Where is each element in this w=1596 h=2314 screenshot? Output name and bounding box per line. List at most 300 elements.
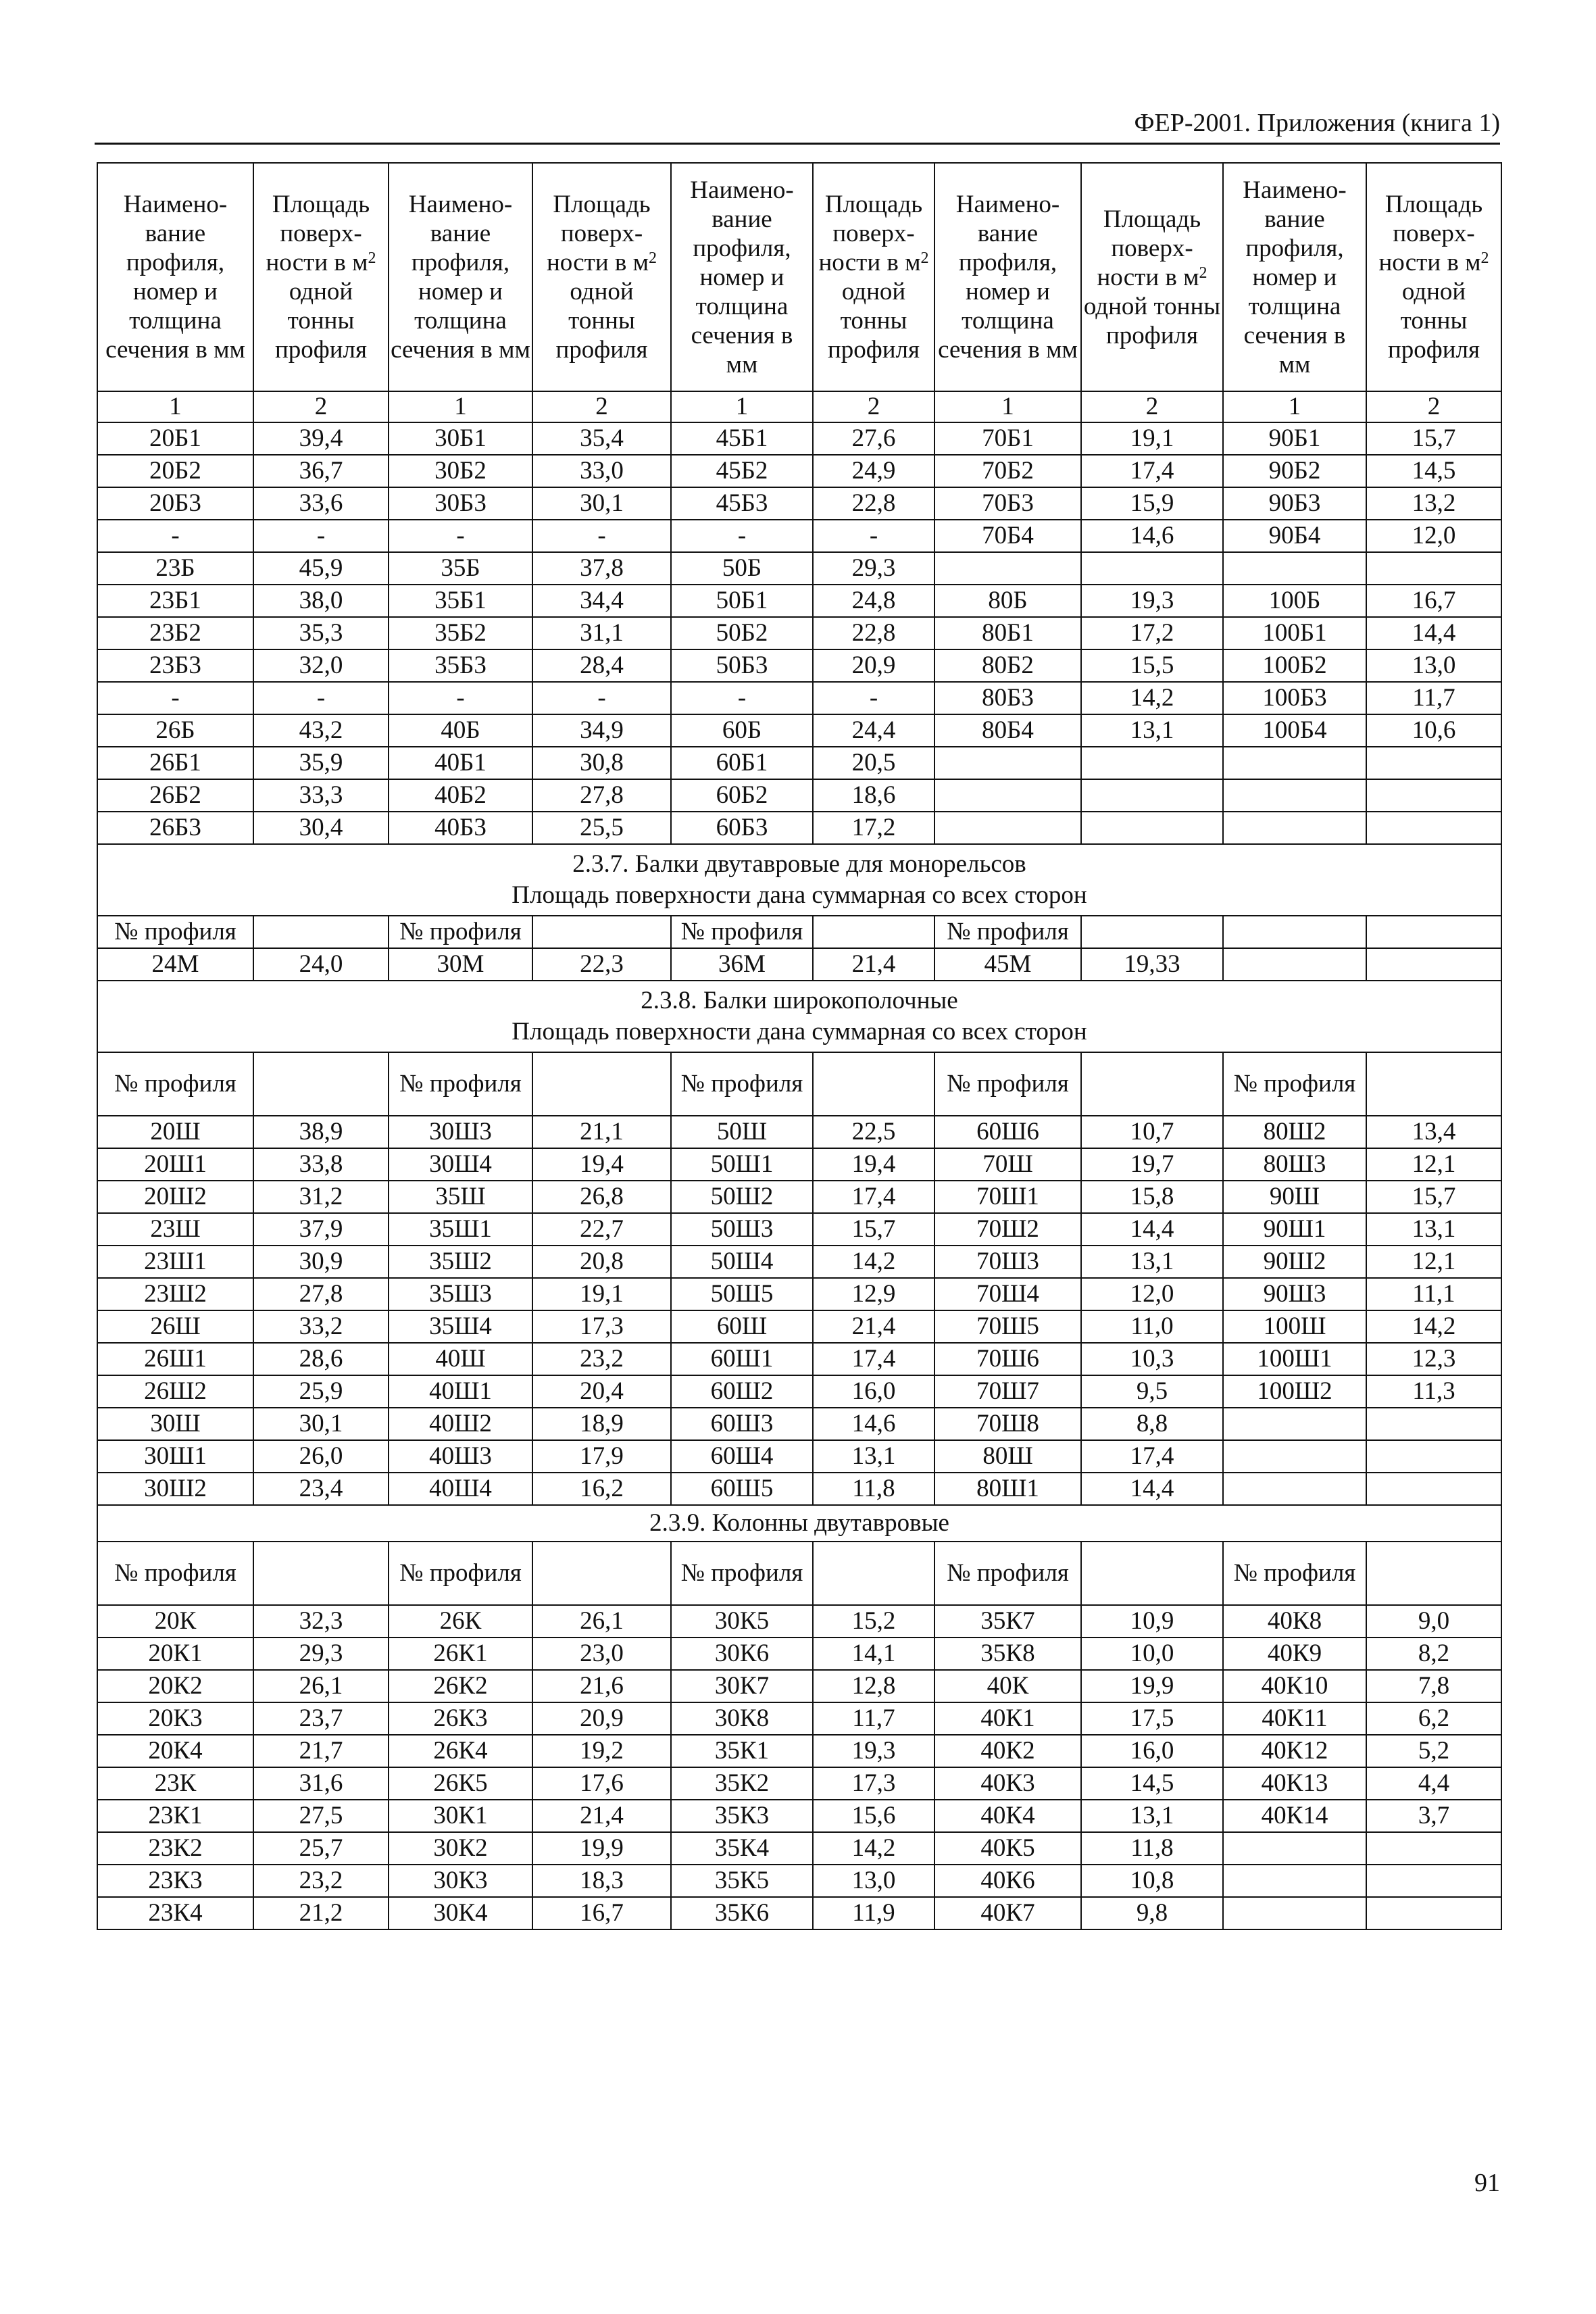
table-row	[97, 1440, 1501, 1473]
table-cell: 22,8	[813, 487, 934, 520]
profile-label: № профиля	[97, 1542, 253, 1605]
section-heading: 2.3.7. Балки двутавровые для монорельсов	[572, 850, 1026, 878]
table-row	[97, 1832, 1501, 1865]
table-cell: 37,9	[253, 1213, 389, 1246]
table-cell: 70Б1	[934, 422, 1081, 455]
table-cell: 35,3	[253, 617, 389, 649]
table-cell: 20К2	[97, 1670, 253, 1702]
table-cell: 12,3	[1366, 1343, 1501, 1375]
table-cell: 39,4	[253, 422, 389, 455]
table-cell: 100Ш1	[1223, 1343, 1366, 1375]
table-cell: 23К	[97, 1767, 253, 1800]
table-row	[97, 1310, 1501, 1343]
table-cell	[1223, 1865, 1366, 1897]
table-cell	[1081, 779, 1223, 812]
table-cell: 26Б3	[97, 812, 253, 844]
table-cell: 20,4	[532, 1375, 671, 1408]
table-cell: 70Ш8	[934, 1408, 1081, 1440]
table-row	[97, 779, 1501, 812]
table-cell: 14,2	[813, 1832, 934, 1865]
table-cell: 37,8	[532, 552, 671, 585]
table-row	[97, 948, 1501, 981]
table-cell: 18,6	[813, 779, 934, 812]
table-cell: 35К8	[934, 1638, 1081, 1670]
table-cell: 8,2	[1366, 1638, 1501, 1670]
table-cell: -	[813, 682, 934, 714]
table-cell: 10,0	[1081, 1638, 1223, 1670]
table-cell: 14,5	[1366, 455, 1501, 487]
table-cell: 40К1	[934, 1702, 1081, 1735]
table-cell: 26К2	[389, 1670, 532, 1702]
table-cell: 35К3	[671, 1800, 813, 1832]
table-row	[97, 1702, 1501, 1735]
table-cell: 80Б3	[934, 682, 1081, 714]
table-cell: 20К	[97, 1605, 253, 1638]
table-cell: 19,3	[1081, 585, 1223, 617]
column-header: Наимено-вание профиля, номер и толщина сечения в мм	[934, 163, 1081, 391]
table-cell: 33,0	[532, 455, 671, 487]
table-cell: 45Б1	[671, 422, 813, 455]
superscript: 2	[920, 249, 929, 267]
table-cell: 20Ш1	[97, 1148, 253, 1181]
profile-label	[253, 916, 389, 948]
profile-label: № профиля	[934, 916, 1081, 948]
table-cell: 16,0	[1081, 1735, 1223, 1767]
table-cell: 35,4	[532, 422, 671, 455]
table-cell: 30К1	[389, 1800, 532, 1832]
table-cell: 30Ш1	[97, 1440, 253, 1473]
table-cell: 26Ш2	[97, 1375, 253, 1408]
table-cell: 33,3	[253, 779, 389, 812]
table-cell: 27,8	[532, 779, 671, 812]
profile-label: № профиля	[1223, 1052, 1366, 1116]
profile-label	[532, 1542, 671, 1605]
table-cell: 7,8	[1366, 1670, 1501, 1702]
table-cell: 22,5	[813, 1116, 934, 1148]
section-title	[97, 1505, 1501, 1542]
table-cell: 31,2	[253, 1181, 389, 1213]
profile-label: № профиля	[1223, 1542, 1366, 1605]
table-cell: 70Б2	[934, 455, 1081, 487]
table-cell: 40К4	[934, 1800, 1081, 1832]
column-number: 1	[389, 391, 532, 422]
table-cell: 40К8	[1223, 1605, 1366, 1638]
table-cell: 30,8	[532, 747, 671, 779]
table-row	[97, 520, 1501, 552]
table-cell: 70Ш7	[934, 1375, 1081, 1408]
table-cell: 12,1	[1366, 1148, 1501, 1181]
table-cell: 17,4	[1081, 1440, 1223, 1473]
table-cell: 18,9	[532, 1408, 671, 1440]
table-cell: 19,1	[1081, 422, 1223, 455]
table-cell: 24М	[97, 948, 253, 981]
table-cell: 40К9	[1223, 1638, 1366, 1670]
column-number: 2	[253, 391, 389, 422]
table-cell: 23К1	[97, 1800, 253, 1832]
table-cell: 32,3	[253, 1605, 389, 1638]
column-number: 1	[671, 391, 813, 422]
table-cell: 10,6	[1366, 714, 1501, 747]
table-cell: 90Б3	[1223, 487, 1366, 520]
table-body	[97, 163, 1501, 1929]
table-cell: 22,8	[813, 617, 934, 649]
table-row	[97, 1116, 1501, 1148]
table-cell: 60Б1	[671, 747, 813, 779]
table-cell: 14,2	[813, 1246, 934, 1278]
table-cell: 16,7	[532, 1897, 671, 1929]
column-header: Площадь поверх-ности в $м^2$ одной тонны профиля	[813, 163, 934, 391]
table-cell: 60Ш1	[671, 1343, 813, 1375]
table-cell: 40К5	[934, 1832, 1081, 1865]
table-cell	[1223, 1408, 1366, 1440]
table-cell: 26Б1	[97, 747, 253, 779]
table-cell: 18,3	[532, 1865, 671, 1897]
table-cell: 30,1	[532, 487, 671, 520]
table-cell: 26,1	[532, 1605, 671, 1638]
table-cell	[1223, 1897, 1366, 1929]
table-row	[97, 1181, 1501, 1213]
table-cell: 50Ш4	[671, 1246, 813, 1278]
table-cell: 31,1	[532, 617, 671, 649]
table-cell: 40К6	[934, 1865, 1081, 1897]
table-cell: 5,2	[1366, 1735, 1501, 1767]
table-cell: 21,7	[253, 1735, 389, 1767]
table-cell: 80Б2	[934, 649, 1081, 682]
table-cell: 20К1	[97, 1638, 253, 1670]
table-cell: 35К4	[671, 1832, 813, 1865]
superscript: 2	[368, 249, 376, 267]
table-cell: 30Б1	[389, 422, 532, 455]
table-cell: 19,9	[1081, 1670, 1223, 1702]
table-cell: 10,8	[1081, 1865, 1223, 1897]
column-header: Наимено-вание профиля, номер и толщина сечения в мм	[1223, 163, 1366, 391]
table-cell: 10,3	[1081, 1343, 1223, 1375]
column-header: Наимено-вание профиля, номер и толщина сечения в мм	[389, 163, 532, 391]
table-cell: 11,9	[813, 1897, 934, 1929]
table-cell: 90Б2	[1223, 455, 1366, 487]
table-cell: 31,6	[253, 1767, 389, 1800]
profile-label	[813, 916, 934, 948]
table-cell: 90Ш	[1223, 1181, 1366, 1213]
table-cell: 17,4	[813, 1343, 934, 1375]
table-cell: 30М	[389, 948, 532, 981]
table-cell: 40К2	[934, 1735, 1081, 1767]
table-cell	[1223, 552, 1366, 585]
table-cell: 30К3	[389, 1865, 532, 1897]
table-cell: 60Ш4	[671, 1440, 813, 1473]
table-cell: 23Б2	[97, 617, 253, 649]
table-cell: 100Б1	[1223, 617, 1366, 649]
table-cell: 19,4	[813, 1148, 934, 1181]
table-cell	[1366, 1440, 1501, 1473]
table-cell: 35,9	[253, 747, 389, 779]
table-cell: 38,0	[253, 585, 389, 617]
table-cell: 30,1	[253, 1408, 389, 1440]
column-number: 1	[97, 391, 253, 422]
table-cell: 40Б1	[389, 747, 532, 779]
table-row	[97, 1638, 1501, 1670]
table-row	[97, 585, 1501, 617]
table-cell: 80Б1	[934, 617, 1081, 649]
table-cell: 13,2	[1366, 487, 1501, 520]
table-cell: 60Ш5	[671, 1473, 813, 1505]
table-cell: 14,6	[813, 1408, 934, 1440]
table-cell: 45Б2	[671, 455, 813, 487]
table-cell: 35Ш3	[389, 1278, 532, 1310]
table-cell: 33,2	[253, 1310, 389, 1343]
table-cell: -	[253, 520, 389, 552]
table-cell: 26Ш1	[97, 1343, 253, 1375]
table-cell: 20,5	[813, 747, 934, 779]
table-cell: -	[532, 520, 671, 552]
table-row	[97, 1605, 1501, 1638]
table-cell: 19,33	[1081, 948, 1223, 981]
table-cell: 21,4	[813, 1310, 934, 1343]
table-cell: 30К5	[671, 1605, 813, 1638]
table-cell	[1081, 552, 1223, 585]
table-cell: 40К11	[1223, 1702, 1366, 1735]
table-cell: 26,1	[253, 1670, 389, 1702]
table-cell	[1366, 1832, 1501, 1865]
table-cell: 35Ш2	[389, 1246, 532, 1278]
table-cell: 26К1	[389, 1638, 532, 1670]
table-cell: 100Б2	[1223, 649, 1366, 682]
table-cell: 100Ш	[1223, 1310, 1366, 1343]
table-cell: 15,5	[1081, 649, 1223, 682]
table-cell: 50Ш3	[671, 1213, 813, 1246]
profile-label: № профиля	[389, 916, 532, 948]
table-cell: 70Ш1	[934, 1181, 1081, 1213]
table-cell: 20Ш	[97, 1116, 253, 1148]
table-cell: 100Б	[1223, 585, 1366, 617]
profile-label	[253, 1052, 389, 1116]
table-cell: 29,3	[813, 552, 934, 585]
table-cell: 20Б2	[97, 455, 253, 487]
table-cell: 35К5	[671, 1865, 813, 1897]
table-cell: 35Ш	[389, 1181, 532, 1213]
table-row	[97, 552, 1501, 585]
table-cell: 4,4	[1366, 1767, 1501, 1800]
table-row	[97, 714, 1501, 747]
table-cell: 17,6	[532, 1767, 671, 1800]
profile-surface-table	[97, 162, 1502, 1930]
table-cell: 38,9	[253, 1116, 389, 1148]
table-cell: 16,0	[813, 1375, 934, 1408]
table-cell: 35К7	[934, 1605, 1081, 1638]
table-cell: 80Ш3	[1223, 1148, 1366, 1181]
superscript: 2	[1480, 249, 1489, 267]
section-title-row	[97, 981, 1501, 1052]
column-number: 1	[1223, 391, 1366, 422]
table-cell: 40К14	[1223, 1800, 1366, 1832]
table-cell: 28,6	[253, 1343, 389, 1375]
table-cell: 35Б2	[389, 617, 532, 649]
table-cell: 60Ш6	[934, 1116, 1081, 1148]
table-cell: 19,7	[1081, 1148, 1223, 1181]
table-cell: 17,4	[813, 1181, 934, 1213]
column-number-row	[97, 391, 1501, 422]
table-cell: 19,3	[813, 1735, 934, 1767]
table-cell: 14,4	[1081, 1473, 1223, 1505]
column-number: 2	[1081, 391, 1223, 422]
table-cell: 30,4	[253, 812, 389, 844]
table-row	[97, 617, 1501, 649]
section-title	[97, 981, 1501, 1052]
table-cell: 23,4	[253, 1473, 389, 1505]
table-cell: 23,2	[253, 1865, 389, 1897]
table-cell: 70Б4	[934, 520, 1081, 552]
section-title-row	[97, 844, 1501, 916]
table-cell: 17,3	[532, 1310, 671, 1343]
table-cell: 17,5	[1081, 1702, 1223, 1735]
table-cell: 23Ш1	[97, 1246, 253, 1278]
table-cell: 25,5	[532, 812, 671, 844]
table-cell: 16,2	[532, 1473, 671, 1505]
table-cell: 19,9	[532, 1832, 671, 1865]
table-cell: 24,0	[253, 948, 389, 981]
table-cell: -	[532, 682, 671, 714]
table-cell: 22,7	[532, 1213, 671, 1246]
table-cell: 23,7	[253, 1702, 389, 1735]
table-cell: 25,9	[253, 1375, 389, 1408]
table-row	[97, 1148, 1501, 1181]
table-cell: 23Б3	[97, 649, 253, 682]
table-cell: 20,8	[532, 1246, 671, 1278]
table-cell: 40К13	[1223, 1767, 1366, 1800]
table-cell: 100Ш2	[1223, 1375, 1366, 1408]
table-row	[97, 812, 1501, 844]
table-cell	[1223, 1832, 1366, 1865]
table-cell: 20К3	[97, 1702, 253, 1735]
table-cell: 35К1	[671, 1735, 813, 1767]
table-cell: 40Б	[389, 714, 532, 747]
table-cell: 40Ш3	[389, 1440, 532, 1473]
table-cell: 12,1	[1366, 1246, 1501, 1278]
table-cell: 70Ш	[934, 1148, 1081, 1181]
table-cell: 80Ш	[934, 1440, 1081, 1473]
table-cell: -	[671, 682, 813, 714]
profile-label: № профиля	[671, 1052, 813, 1116]
table-cell: 17,4	[1081, 455, 1223, 487]
table-cell: 14,1	[813, 1638, 934, 1670]
profile-label	[813, 1052, 934, 1116]
table-cell: 11,8	[813, 1473, 934, 1505]
table-cell: 24,4	[813, 714, 934, 747]
table-cell: 30К2	[389, 1832, 532, 1865]
table-cell: 11,0	[1081, 1310, 1223, 1343]
table-row	[97, 747, 1501, 779]
table-row	[97, 1246, 1501, 1278]
table-cell: 40Б2	[389, 779, 532, 812]
table-cell	[1223, 948, 1366, 981]
table-cell: 40К3	[934, 1767, 1081, 1800]
table-cell: 26Ш	[97, 1310, 253, 1343]
table-cell: 23,2	[532, 1343, 671, 1375]
table-cell: 60Б2	[671, 779, 813, 812]
table-cell	[934, 552, 1081, 585]
table-cell: 60Б3	[671, 812, 813, 844]
table-cell: -	[389, 682, 532, 714]
table-cell: 30К4	[389, 1897, 532, 1929]
table-cell: 14,6	[1081, 520, 1223, 552]
table-cell: 11,8	[1081, 1832, 1223, 1865]
header-rule	[95, 143, 1500, 145]
table-cell: 26К4	[389, 1735, 532, 1767]
table-cell: 35Б3	[389, 649, 532, 682]
table-cell: 40К12	[1223, 1735, 1366, 1767]
table-cell: 23,0	[532, 1638, 671, 1670]
table-cell: 8,8	[1081, 1408, 1223, 1440]
table-cell: 21,6	[532, 1670, 671, 1702]
table-row	[97, 682, 1501, 714]
table-cell: 14,2	[1081, 682, 1223, 714]
column-header: Наимено-вание профиля, номер и толщина сечения в мм	[97, 163, 253, 391]
table-cell	[1081, 747, 1223, 779]
table-cell	[1366, 1865, 1501, 1897]
table-row	[97, 1865, 1501, 1897]
table-cell: 30К6	[671, 1638, 813, 1670]
table-cell: 43,2	[253, 714, 389, 747]
table-cell: 40Ш2	[389, 1408, 532, 1440]
table-cell: 12,0	[1081, 1278, 1223, 1310]
section-title-row	[97, 1505, 1501, 1542]
table-cell: 36,7	[253, 455, 389, 487]
table-cell: 9,5	[1081, 1375, 1223, 1408]
table-row	[97, 1473, 1501, 1505]
table-cell: 17,2	[1081, 617, 1223, 649]
column-header: Площадь поверх-ности в $м^2$ одной тонны профиля	[1081, 163, 1223, 391]
table-cell: 45М	[934, 948, 1081, 981]
table-cell: 40К	[934, 1670, 1081, 1702]
table-cell: 40Ш1	[389, 1375, 532, 1408]
table-cell: 50Ш2	[671, 1181, 813, 1213]
table-cell: 16,7	[1366, 585, 1501, 617]
table-cell: 15,7	[1366, 1181, 1501, 1213]
table-cell	[1366, 1408, 1501, 1440]
table-cell: 28,4	[532, 649, 671, 682]
table-cell: 25,7	[253, 1832, 389, 1865]
table-cell: 90Ш1	[1223, 1213, 1366, 1246]
table-cell: 13,4	[1366, 1116, 1501, 1148]
table-cell: 70Ш5	[934, 1310, 1081, 1343]
table-cell: 3,7	[1366, 1800, 1501, 1832]
table-cell: 36М	[671, 948, 813, 981]
table-cell: 45,9	[253, 552, 389, 585]
table-cell: -	[253, 682, 389, 714]
table-cell: 50Б1	[671, 585, 813, 617]
column-header-row	[97, 163, 1501, 391]
table-cell: -	[813, 520, 934, 552]
table-cell	[1223, 747, 1366, 779]
table-row	[97, 1213, 1501, 1246]
table-cell: 35Ш4	[389, 1310, 532, 1343]
page-header: ФЕР-2001. Приложения (книга 1)	[1134, 109, 1500, 137]
table-cell: 30Ш3	[389, 1116, 532, 1148]
table-cell: 21,4	[813, 948, 934, 981]
table-cell: 20Б1	[97, 422, 253, 455]
table-cell	[1081, 812, 1223, 844]
page-number: 91	[1474, 2169, 1500, 2197]
table-cell: 27,8	[253, 1278, 389, 1310]
profile-label	[1223, 916, 1366, 948]
table-cell: 40Ш	[389, 1343, 532, 1375]
table-cell: 34,9	[532, 714, 671, 747]
section-title	[97, 844, 1501, 916]
table-cell: 30Ш	[97, 1408, 253, 1440]
section-subheading: Площадь поверхности дана суммарная со всех сторон	[512, 881, 1087, 909]
table-cell: 19,1	[532, 1278, 671, 1310]
column-number: 2	[813, 391, 934, 422]
